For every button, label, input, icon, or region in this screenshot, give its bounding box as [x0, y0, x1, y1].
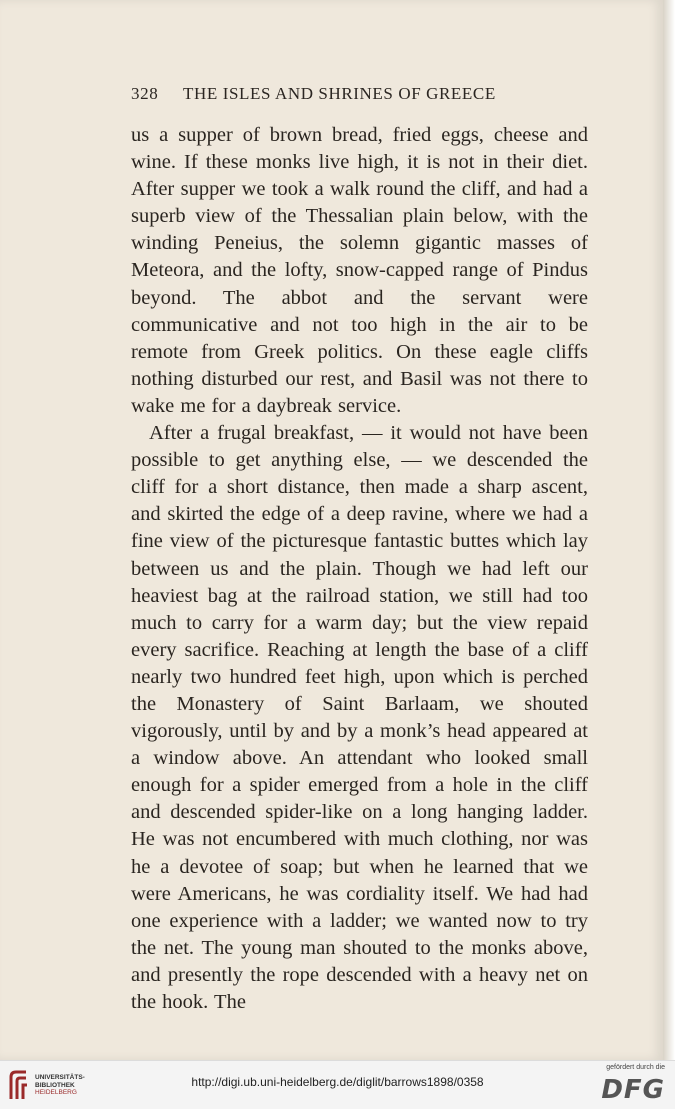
running-head — [131, 84, 591, 104]
running-title: THE ISLES AND SHRINES OF GREECE — [183, 84, 496, 103]
paragraph-2: After a frugal breakfast, — it would not have been possible to get anything else, — we descended the cliff for a short distance, then made a sharp ascent, and skirted the edge of a deep ravine, where we had a fine view of the picturesque fantastic buttes which lay between us and the plain. Though we had left our heaviest bag at the railroad station, we still had too much to carry for a warm day; but the view repaid every sacrifice. Reaching at length the base of a cliff nearly two hundred feet high, upon which is perched the Monastery of Saint Barlaam, we shouted vigorously, until by and by a monk’s head appeared at a window above. An attendant who looked small enough for a spider emerged from a hole in the cliff and descended spider-like on a long hanging ladder. He was not encumbered with much clothing, nor was he a devotee of soap; but when he learned that we were Americans, he was cordiality itself. We had had one experience with a ladder; we wanted now to try the net. The young man shouted to the monks above, and presently the rope descended with a heavy net on the hook. The — [131, 422, 588, 1013]
page-number: 328 — [131, 84, 159, 103]
page-edge — [663, 0, 675, 1060]
page-body — [131, 122, 588, 1016]
sponsor-text: gefördert durch die — [606, 1064, 665, 1071]
dfg-logo[interactable]: DFG — [601, 1075, 665, 1105]
paragraph-1: us a supper of brown bread, fried eggs, cheese and wine. If these monks live high, it is not in their diet. After supper we took a walk round the cliff, and had a superb view of the Thessalian plain below, with the winding Peneius, the solemn gigantic masses of Meteora, and the lofty, snow-capped range of Pindus beyond. The abbot and the servant were communicative and not too high in the air to be remote from Greek politics. On these eagle cliffs nothing disturbed our rest, and Basil was not there to wake me for a daybreak service. — [131, 124, 588, 417]
library-name: UNIVERSITÄTS- BIBLIOTHEK HEIDELBERG — [35, 1074, 85, 1096]
viewer-footer — [0, 1060, 675, 1109]
permalink-url[interactable]: http://digi.ub.uni-heidelberg.de/diglit/barrows1898/0358 — [191, 1075, 484, 1089]
